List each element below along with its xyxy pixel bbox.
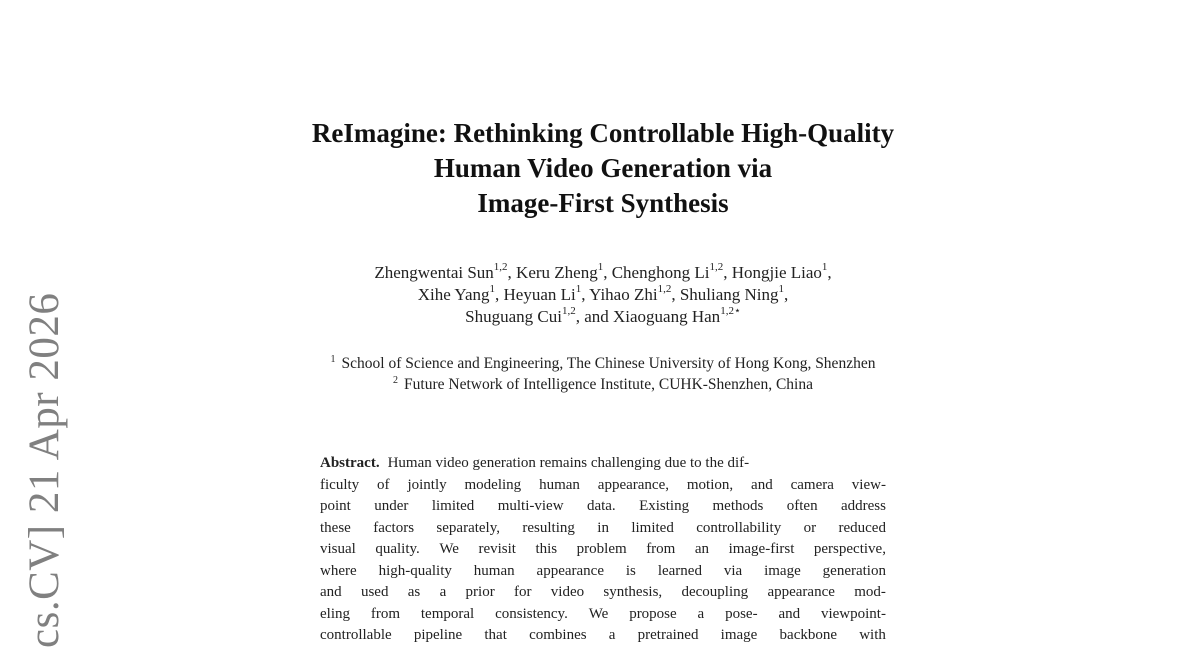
title-line: Human Video Generation via [433,153,773,183]
abstract-line: controllable pipeline that combines a pretrained image backbone with [320,627,886,643]
author-line: Xihe Yang$^1$, Heyuan Li$^1$, Yihao Zhi$^{1,2}$, Shuliang Ning$^1$, [417,283,789,304]
author-name: Yihao Zhi [589,285,658,304]
title-line: ReImagine: Rethinking Controllable High-Quality [311,118,895,148]
paper-title [200,116,1006,221]
abstract-text: Human video generation remains challenging due to the dif- [387,455,750,471]
author-affiliation-mark: 1,2 [493,261,508,274]
affiliation-item [200,374,1006,395]
author-name: Xiaoguang Han [613,307,721,326]
abstract-line: and used as a prior for video synthesis, decoupling appearance mod- [320,584,886,600]
title-line: Image-First Synthesis [477,188,729,218]
author-affiliation-mark: 1,2 [657,283,672,296]
affiliation-text: Future Network of Intelligence Institute, CUHK-Shenzhen, China [404,376,813,393]
author-name: Hongjie Liao [731,263,822,282]
abstract-line: eling from temporal consistency. We propose a pose- and viewpoint- [320,605,886,622]
abstract-label: Abstract. [320,455,380,471]
author-line: Shuguang Cui$^{1,2}$, and Xiaoguang Han$^{1,2⋆}$ [465,305,741,326]
author-name: Zhengwentai Sun [374,263,494,282]
author-list [200,262,1006,328]
author-name: Chenghong Li [611,263,710,282]
author-name: Keru Zheng [516,263,598,282]
affiliation-number: 1 [330,353,336,365]
author-affiliation-mark: 1 [778,283,785,296]
author-affiliation-mark: 1 [575,283,582,296]
author-affiliation-mark: 1,2 [709,261,724,274]
author-affiliation-mark: 1,2⋆ [720,305,741,318]
author-affiliation-mark: 1 [597,261,604,274]
author-name: Heyuan Li [503,285,576,304]
abstract-section [320,453,886,647]
abstract-line: where high-quality human appearance is learned via image generation [320,562,886,579]
abstract-line: these factors separately, resulting in limited controllability or reduced [320,519,886,536]
abstract-line [320,453,886,475]
affiliation-list [200,353,1006,395]
affiliation-item [200,353,1006,374]
author-affiliation-mark: 1 [489,283,495,296]
author-affiliation-mark: 1,2 [561,305,576,318]
affiliation-number: 2 [393,374,399,386]
arxiv-identifier-stamp: cs.CV] 21 Apr 2026 [21,292,68,648]
author-line: Zhengwentai Sun$^{1,2}$, Keru Zheng$^1$, Chenghong Li$^{1,2}$, Hongjie Liao$^1$, [374,261,832,282]
author-name: Shuliang Ning [679,285,779,304]
abstract-line: point under limited multi-view data. Existing methods often address [320,498,886,514]
abstract-line: visual quality. We revisit this problem from an image-first perspective, [320,541,886,557]
affiliation-text: School of Science and Engineering, The Chinese University of Hong Kong, Shenzhen [341,355,876,372]
author-name: Xihe Yang [417,285,490,304]
author-name: Shuguang Cui [465,307,562,326]
abstract-line: ficulty of jointly modeling human appearance, motion, and camera view- [320,476,886,493]
author-affiliation-mark: 1 [821,261,828,274]
